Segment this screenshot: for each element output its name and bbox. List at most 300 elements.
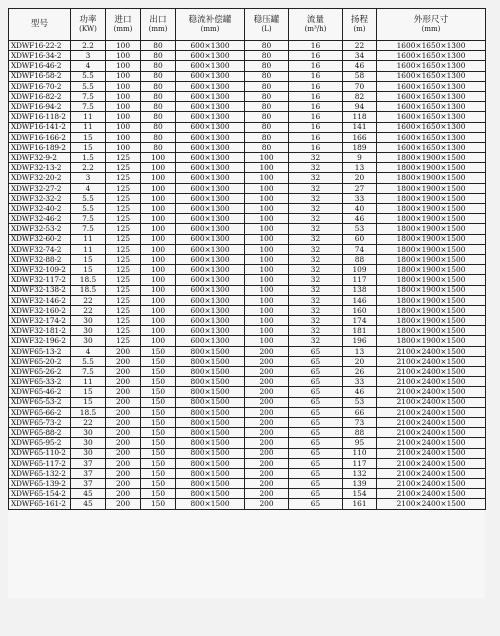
cell-pressure-tank: 80	[245, 132, 289, 142]
cell-flow: 65	[289, 448, 343, 458]
cell-outlet: 100	[141, 275, 176, 285]
cell-model: XDWF65-117-2	[9, 458, 71, 468]
cell-power: 5.5	[71, 81, 106, 91]
cell-inlet: 200	[106, 397, 141, 407]
cell-flow: 32	[289, 214, 343, 224]
cell-pressure-tank: 100	[245, 316, 289, 326]
cell-inlet: 125	[106, 153, 141, 163]
cell-head: 118	[343, 112, 377, 122]
cell-head: 73	[343, 417, 377, 427]
cell-flow: 32	[289, 295, 343, 305]
cell-outlet: 150	[141, 428, 176, 438]
table-row	[9, 265, 486, 275]
cell-dimensions: 1600×1650×1300	[377, 112, 486, 122]
cell-outlet: 150	[141, 417, 176, 427]
cell-head: 53	[343, 397, 377, 407]
cell-outlet: 100	[141, 204, 176, 214]
cell-model: XDWF32-117-2	[9, 275, 71, 285]
cell-dimensions: 2100×2400×1500	[377, 499, 486, 509]
cell-model: XDWF32-27-2	[9, 183, 71, 193]
cell-power: 11	[71, 244, 106, 254]
cell-model: XDWF32-196-2	[9, 336, 71, 346]
cell-pressure-tank: 80	[245, 71, 289, 81]
cell-inlet: 100	[106, 91, 141, 101]
cell-pressure-tank: 100	[245, 173, 289, 183]
cell-model: XDWF65-20-2	[9, 356, 71, 366]
cell-pressure-tank: 200	[245, 468, 289, 478]
cell-dimensions: 1600×1650×1300	[377, 91, 486, 101]
cell-flow: 65	[289, 377, 343, 387]
cell-pressure-tank: 200	[245, 356, 289, 366]
cell-inlet: 200	[106, 417, 141, 427]
cell-dimensions: 1600×1650×1300	[377, 41, 486, 51]
cell-inlet: 200	[106, 479, 141, 489]
cell-head: 20	[343, 356, 377, 366]
cell-dimensions: 2100×2400×1500	[377, 397, 486, 407]
cell-outlet: 100	[141, 285, 176, 295]
cell-model: XDWF16-189-2	[9, 142, 71, 152]
cell-power: 11	[71, 377, 106, 387]
cell-compensation-tank: 600×1300	[176, 142, 245, 152]
cell-compensation-tank: 800×1500	[176, 356, 245, 366]
cell-inlet: 125	[106, 204, 141, 214]
cell-model: XDWF65-110-2	[9, 448, 71, 458]
cell-flow: 32	[289, 336, 343, 346]
cell-power: 30	[71, 448, 106, 458]
cell-power: 30	[71, 316, 106, 326]
cell-compensation-tank: 600×1300	[176, 326, 245, 336]
cell-pressure-tank: 80	[245, 41, 289, 51]
cell-model: XDWF16-166-2	[9, 132, 71, 142]
cell-head: 22	[343, 41, 377, 51]
cell-compensation-tank: 600×1300	[176, 91, 245, 101]
cell-power: 7.5	[71, 224, 106, 234]
cell-flow: 32	[289, 254, 343, 264]
cell-compensation-tank: 800×1500	[176, 407, 245, 417]
table-row	[9, 71, 486, 81]
cell-power: 15	[71, 254, 106, 264]
cell-compensation-tank: 600×1300	[176, 275, 245, 285]
cell-power: 2.2	[71, 41, 106, 51]
table-row	[9, 204, 486, 214]
cell-inlet: 125	[106, 193, 141, 203]
cell-flow: 32	[289, 183, 343, 193]
cell-inlet: 125	[106, 224, 141, 234]
cell-head: 117	[343, 275, 377, 285]
cell-inlet: 125	[106, 265, 141, 275]
cell-model: XDWF32-40-2	[9, 204, 71, 214]
table-row	[9, 132, 486, 142]
cell-outlet: 100	[141, 163, 176, 173]
cell-flow: 32	[289, 275, 343, 285]
header-head: 扬程 (m)	[343, 9, 377, 41]
cell-pressure-tank: 80	[245, 51, 289, 61]
cell-outlet: 100	[141, 254, 176, 264]
cell-pressure-tank: 100	[245, 204, 289, 214]
table-row	[9, 499, 486, 509]
cell-model: XDWF16-34-2	[9, 51, 71, 61]
cell-pressure-tank: 200	[245, 377, 289, 387]
cell-compensation-tank: 600×1300	[176, 51, 245, 61]
cell-head: 13	[343, 163, 377, 173]
cell-model: XDWF65-161-2	[9, 499, 71, 509]
cell-compensation-tank: 600×1300	[176, 183, 245, 193]
cell-flow: 16	[289, 142, 343, 152]
cell-head: 166	[343, 132, 377, 142]
cell-inlet: 125	[106, 214, 141, 224]
cell-outlet: 150	[141, 499, 176, 509]
cell-inlet: 100	[106, 51, 141, 61]
cell-head: 189	[343, 142, 377, 152]
cell-outlet: 100	[141, 234, 176, 244]
cell-power: 3	[71, 51, 106, 61]
cell-compensation-tank: 800×1500	[176, 458, 245, 468]
cell-flow: 16	[289, 112, 343, 122]
cell-outlet: 150	[141, 397, 176, 407]
cell-model: XDWF65-13-2	[9, 346, 71, 356]
cell-model: XDWF16-46-2	[9, 61, 71, 71]
cell-model: XDWF65-95-2	[9, 438, 71, 448]
cell-power: 1.5	[71, 153, 106, 163]
cell-dimensions: 1800×1900×1500	[377, 234, 486, 244]
cell-model: XDWF65-88-2	[9, 428, 71, 438]
table-row	[9, 183, 486, 193]
table-row	[9, 438, 486, 448]
cell-flow: 32	[289, 224, 343, 234]
table-row	[9, 489, 486, 499]
table-row	[9, 122, 486, 132]
cell-power: 7.5	[71, 91, 106, 101]
table-row	[9, 346, 486, 356]
cell-inlet: 200	[106, 407, 141, 417]
cell-flow: 16	[289, 61, 343, 71]
cell-model: XDWF32-174-2	[9, 316, 71, 326]
cell-pressure-tank: 200	[245, 407, 289, 417]
cell-flow: 16	[289, 132, 343, 142]
cell-dimensions: 1800×1900×1500	[377, 224, 486, 234]
cell-outlet: 100	[141, 305, 176, 315]
cell-dimensions: 2100×2400×1500	[377, 367, 486, 377]
cell-dimensions: 1800×1900×1500	[377, 265, 486, 275]
cell-outlet: 80	[141, 51, 176, 61]
table-row	[9, 316, 486, 326]
cell-pressure-tank: 100	[245, 254, 289, 264]
cell-outlet: 150	[141, 387, 176, 397]
cell-head: 34	[343, 51, 377, 61]
cell-compensation-tank: 800×1500	[176, 397, 245, 407]
cell-head: 139	[343, 479, 377, 489]
cell-head: 20	[343, 173, 377, 183]
cell-head: 160	[343, 305, 377, 315]
cell-compensation-tank: 600×1300	[176, 204, 245, 214]
cell-power: 5.5	[71, 356, 106, 366]
cell-outlet: 80	[141, 102, 176, 112]
table-row	[9, 448, 486, 458]
cell-head: 9	[343, 153, 377, 163]
cell-pressure-tank: 100	[245, 163, 289, 173]
cell-power: 5.5	[71, 204, 106, 214]
cell-power: 45	[71, 499, 106, 509]
cell-power: 37	[71, 458, 106, 468]
cell-head: 109	[343, 265, 377, 275]
cell-pressure-tank: 200	[245, 438, 289, 448]
table-row	[9, 295, 486, 305]
table-row	[9, 81, 486, 91]
cell-model: XDWF16-22-2	[9, 41, 71, 51]
cell-compensation-tank: 800×1500	[176, 479, 245, 489]
table-row	[9, 458, 486, 468]
cell-dimensions: 1800×1900×1500	[377, 316, 486, 326]
cell-model: XDWF32-138-2	[9, 285, 71, 295]
cell-power: 15	[71, 387, 106, 397]
cell-compensation-tank: 600×1300	[176, 41, 245, 51]
cell-flow: 32	[289, 265, 343, 275]
cell-head: 117	[343, 458, 377, 468]
cell-head: 40	[343, 204, 377, 214]
cell-flow: 32	[289, 316, 343, 326]
cell-inlet: 100	[106, 41, 141, 51]
cell-pressure-tank: 100	[245, 305, 289, 315]
cell-head: 95	[343, 438, 377, 448]
cell-dimensions: 1800×1900×1500	[377, 163, 486, 173]
table-row	[9, 397, 486, 407]
table-row	[9, 285, 486, 295]
cell-pressure-tank: 100	[245, 234, 289, 244]
cell-head: 60	[343, 234, 377, 244]
cell-model: XDWF32-9-2	[9, 153, 71, 163]
cell-head: 70	[343, 81, 377, 91]
cell-flow: 65	[289, 346, 343, 356]
cell-head: 26	[343, 367, 377, 377]
cell-pressure-tank: 100	[245, 336, 289, 346]
cell-outlet: 100	[141, 224, 176, 234]
cell-outlet: 150	[141, 448, 176, 458]
cell-flow: 32	[289, 204, 343, 214]
cell-dimensions: 1800×1900×1500	[377, 173, 486, 183]
cell-dimensions: 2100×2400×1500	[377, 346, 486, 356]
cell-power: 3	[71, 173, 106, 183]
cell-flow: 32	[289, 193, 343, 203]
cell-power: 15	[71, 265, 106, 275]
cell-power: 11	[71, 122, 106, 132]
cell-dimensions: 1600×1650×1300	[377, 102, 486, 112]
pump-spec-table	[8, 8, 486, 510]
cell-pressure-tank: 200	[245, 417, 289, 427]
cell-head: 154	[343, 489, 377, 499]
cell-compensation-tank: 600×1300	[176, 163, 245, 173]
cell-outlet: 80	[141, 112, 176, 122]
cell-dimensions: 2100×2400×1500	[377, 479, 486, 489]
cell-flow: 16	[289, 51, 343, 61]
cell-power: 30	[71, 336, 106, 346]
cell-power: 4	[71, 183, 106, 193]
table-row	[9, 244, 486, 254]
cell-compensation-tank: 800×1500	[176, 387, 245, 397]
cell-dimensions: 1800×1900×1500	[377, 244, 486, 254]
cell-inlet: 200	[106, 346, 141, 356]
cell-compensation-tank: 800×1500	[176, 468, 245, 478]
cell-inlet: 100	[106, 122, 141, 132]
cell-outlet: 150	[141, 479, 176, 489]
cell-power: 7.5	[71, 367, 106, 377]
cell-inlet: 200	[106, 489, 141, 499]
cell-inlet: 125	[106, 295, 141, 305]
cell-outlet: 80	[141, 41, 176, 51]
cell-inlet: 125	[106, 173, 141, 183]
cell-model: XDWF16-94-2	[9, 102, 71, 112]
cell-head: 74	[343, 244, 377, 254]
cell-power: 22	[71, 295, 106, 305]
cell-flow: 65	[289, 438, 343, 448]
cell-pressure-tank: 100	[245, 153, 289, 163]
cell-outlet: 150	[141, 346, 176, 356]
cell-compensation-tank: 600×1300	[176, 265, 245, 275]
cell-flow: 16	[289, 122, 343, 132]
cell-dimensions: 1600×1650×1300	[377, 142, 486, 152]
cell-pressure-tank: 200	[245, 428, 289, 438]
cell-inlet: 200	[106, 356, 141, 366]
cell-flow: 32	[289, 234, 343, 244]
cell-model: XDWF65-46-2	[9, 387, 71, 397]
cell-model: XDWF16-58-2	[9, 71, 71, 81]
cell-compensation-tank: 600×1300	[176, 285, 245, 295]
cell-pressure-tank: 100	[245, 265, 289, 275]
cell-inlet: 125	[106, 316, 141, 326]
cell-dimensions: 1800×1900×1500	[377, 285, 486, 295]
table-row	[9, 51, 486, 61]
cell-power: 37	[71, 468, 106, 478]
cell-compensation-tank: 600×1300	[176, 153, 245, 163]
cell-inlet: 100	[106, 132, 141, 142]
cell-compensation-tank: 600×1300	[176, 224, 245, 234]
header-pressure-tank: 稳压罐 (L)	[245, 9, 289, 41]
cell-pressure-tank: 200	[245, 489, 289, 499]
cell-outlet: 80	[141, 81, 176, 91]
cell-pressure-tank: 100	[245, 183, 289, 193]
cell-inlet: 200	[106, 499, 141, 509]
cell-head: 88	[343, 428, 377, 438]
cell-flow: 65	[289, 367, 343, 377]
cell-power: 5.5	[71, 71, 106, 81]
cell-model: XDWF32-46-2	[9, 214, 71, 224]
table-row	[9, 193, 486, 203]
cell-power: 15	[71, 132, 106, 142]
cell-compensation-tank: 800×1500	[176, 346, 245, 356]
cell-compensation-tank: 800×1500	[176, 499, 245, 509]
cell-head: 141	[343, 122, 377, 132]
table-row	[9, 468, 486, 478]
cell-outlet: 150	[141, 367, 176, 377]
cell-compensation-tank: 600×1300	[176, 122, 245, 132]
cell-dimensions: 2100×2400×1500	[377, 356, 486, 366]
cell-flow: 65	[289, 489, 343, 499]
cell-power: 45	[71, 489, 106, 499]
cell-dimensions: 1800×1900×1500	[377, 183, 486, 193]
cell-pressure-tank: 100	[245, 285, 289, 295]
cell-pressure-tank: 200	[245, 346, 289, 356]
cell-pressure-tank: 200	[245, 479, 289, 489]
cell-inlet: 200	[106, 387, 141, 397]
cell-dimensions: 2100×2400×1500	[377, 448, 486, 458]
cell-model: XDWF65-26-2	[9, 367, 71, 377]
cell-model: XDWF32-88-2	[9, 254, 71, 264]
cell-outlet: 100	[141, 173, 176, 183]
cell-pressure-tank: 100	[245, 214, 289, 224]
cell-dimensions: 1800×1900×1500	[377, 295, 486, 305]
cell-inlet: 125	[106, 275, 141, 285]
cell-inlet: 100	[106, 112, 141, 122]
cell-head: 33	[343, 193, 377, 203]
cell-dimensions: 2100×2400×1500	[377, 407, 486, 417]
table-row	[9, 367, 486, 377]
cell-power: 2.2	[71, 163, 106, 173]
cell-pressure-tank: 200	[245, 448, 289, 458]
cell-compensation-tank: 600×1300	[176, 71, 245, 81]
table-row	[9, 275, 486, 285]
cell-flow: 65	[289, 356, 343, 366]
cell-outlet: 80	[141, 61, 176, 71]
cell-model: XDWF16-141-2	[9, 122, 71, 132]
cell-flow: 32	[289, 285, 343, 295]
cell-model: XDWF32-20-2	[9, 173, 71, 183]
cell-outlet: 150	[141, 438, 176, 448]
header-flow: 流量 (m³/h)	[289, 9, 343, 41]
cell-inlet: 125	[106, 234, 141, 244]
cell-inlet: 125	[106, 163, 141, 173]
cell-dimensions: 2100×2400×1500	[377, 458, 486, 468]
cell-compensation-tank: 600×1300	[176, 336, 245, 346]
cell-dimensions: 2100×2400×1500	[377, 428, 486, 438]
header-outlet: 出口 (mm)	[141, 9, 176, 41]
cell-pressure-tank: 100	[245, 295, 289, 305]
cell-pressure-tank: 80	[245, 81, 289, 91]
cell-flow: 32	[289, 153, 343, 163]
cell-compensation-tank: 600×1300	[176, 295, 245, 305]
cell-dimensions: 1600×1650×1300	[377, 132, 486, 142]
cell-head: 146	[343, 295, 377, 305]
cell-power: 7.5	[71, 102, 106, 112]
cell-outlet: 150	[141, 356, 176, 366]
table-row	[9, 407, 486, 417]
cell-head: 138	[343, 285, 377, 295]
cell-model: XDWF65-139-2	[9, 479, 71, 489]
cell-power: 30	[71, 438, 106, 448]
cell-pressure-tank: 200	[245, 367, 289, 377]
cell-inlet: 125	[106, 244, 141, 254]
cell-compensation-tank: 800×1500	[176, 489, 245, 499]
cell-pressure-tank: 100	[245, 326, 289, 336]
cell-outlet: 100	[141, 193, 176, 203]
cell-model: XDWF32-160-2	[9, 305, 71, 315]
cell-dimensions: 1800×1900×1500	[377, 254, 486, 264]
cell-head: 82	[343, 91, 377, 101]
cell-inlet: 100	[106, 81, 141, 91]
cell-dimensions: 1800×1900×1500	[377, 305, 486, 315]
cell-inlet: 125	[106, 305, 141, 315]
cell-pressure-tank: 200	[245, 458, 289, 468]
cell-pressure-tank: 80	[245, 122, 289, 132]
cell-power: 4	[71, 346, 106, 356]
cell-model: XDWF65-73-2	[9, 417, 71, 427]
cell-dimensions: 2100×2400×1500	[377, 417, 486, 427]
cell-power: 5.5	[71, 193, 106, 203]
cell-inlet: 125	[106, 326, 141, 336]
cell-outlet: 80	[141, 71, 176, 81]
cell-head: 33	[343, 377, 377, 387]
cell-dimensions: 1600×1650×1300	[377, 51, 486, 61]
cell-pressure-tank: 100	[245, 224, 289, 234]
cell-flow: 16	[289, 41, 343, 51]
